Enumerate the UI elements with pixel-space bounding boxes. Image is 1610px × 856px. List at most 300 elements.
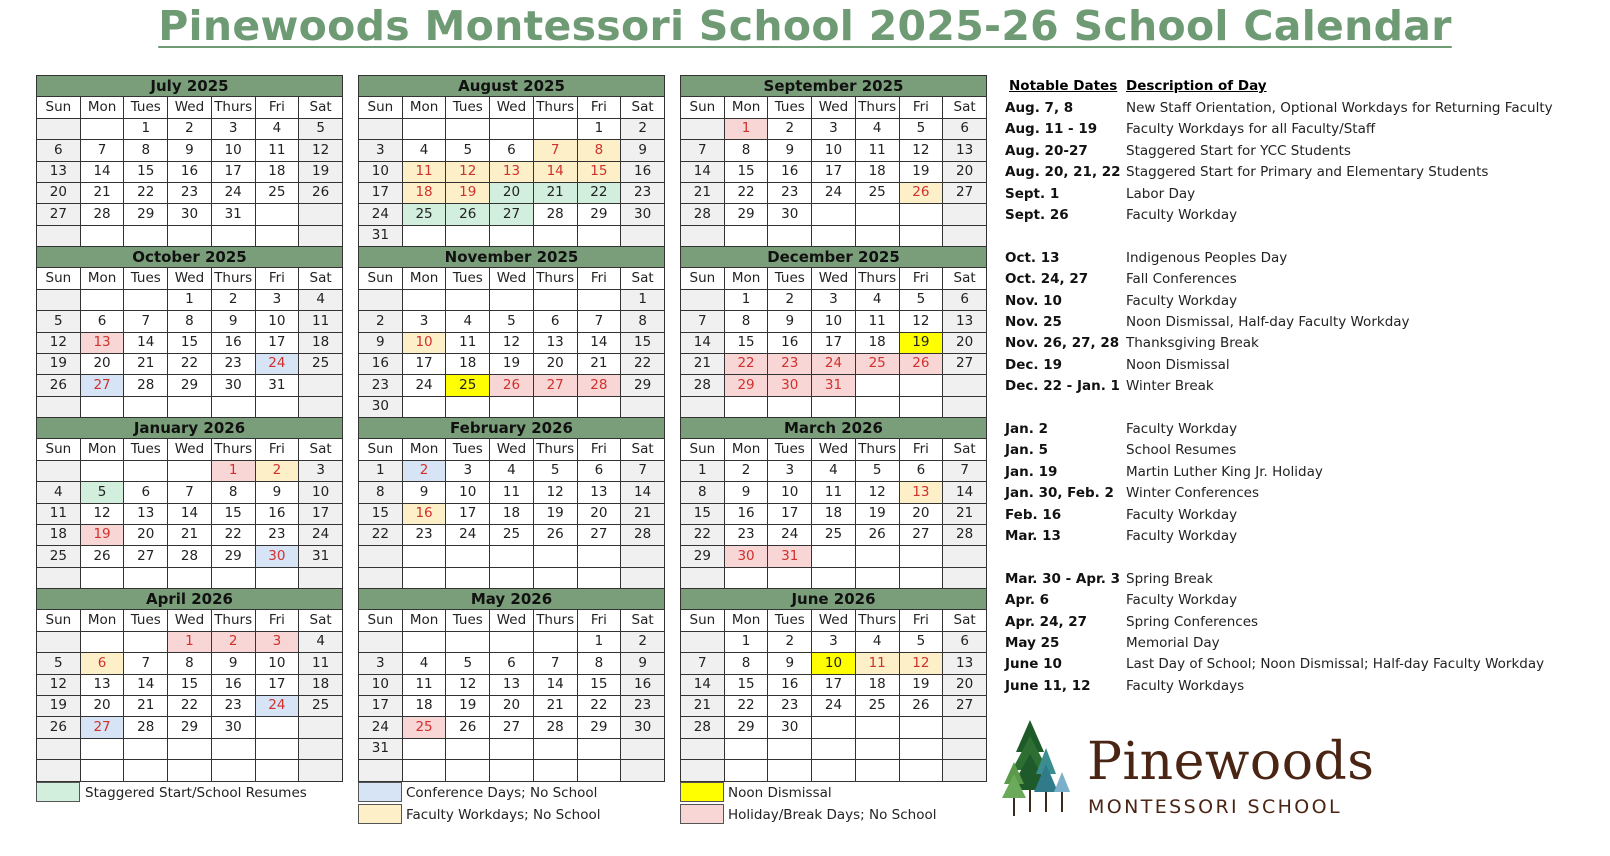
date-cell: 22 — [621, 353, 665, 374]
day-header: Sat — [299, 97, 343, 118]
month-february-2026 — [358, 417, 665, 611]
legend-swatch — [680, 804, 724, 824]
empty-cell — [943, 738, 987, 759]
date-cell: 15 — [168, 674, 212, 695]
empty-cell — [168, 460, 212, 481]
date-cell: 5 — [899, 289, 943, 310]
date-cell: 13 — [490, 674, 534, 695]
date-cell: 1 — [168, 289, 212, 310]
empty-cell — [812, 546, 856, 567]
notable-description: Indigenous Peoples Day — [1126, 249, 1288, 266]
date-cell: 16 — [768, 332, 812, 353]
date-cell: 23 — [359, 375, 403, 396]
day-header: Mon — [80, 610, 124, 631]
day-header: Sat — [299, 610, 343, 631]
day-header: Mon — [724, 439, 768, 460]
legend-label: Conference Days; No School — [406, 785, 598, 801]
empty-cell — [621, 738, 665, 759]
date-cell: 6 — [80, 653, 124, 674]
month-title: December 2025 — [681, 247, 987, 268]
date-cell: 27 — [80, 375, 124, 396]
empty-cell — [724, 567, 768, 588]
day-header: Fri — [577, 439, 621, 460]
date-cell: 12 — [37, 674, 81, 695]
empty-cell — [359, 118, 403, 139]
date-cell: 17 — [768, 503, 812, 524]
date-cell: 10 — [812, 653, 856, 674]
date-cell: 15 — [724, 332, 768, 353]
date-cell: 14 — [168, 503, 212, 524]
notable-date: Aug. 20-27 — [1005, 142, 1088, 159]
date-cell: 27 — [124, 546, 168, 567]
date-cell: 1 — [124, 118, 168, 139]
month-title: May 2026 — [359, 589, 665, 610]
notable-date: Jan. 30, Feb. 2 — [1005, 485, 1114, 502]
empty-cell — [168, 760, 212, 781]
day-header: Tues — [124, 610, 168, 631]
date-cell: 26 — [299, 182, 343, 203]
date-cell: 31 — [211, 204, 255, 225]
empty-cell — [577, 225, 621, 246]
date-cell: 30 — [768, 375, 812, 396]
empty-cell — [943, 396, 987, 417]
notable-date: Mar. 30 - Apr. 3 — [1005, 570, 1120, 587]
date-cell: 7 — [577, 311, 621, 332]
empty-cell — [621, 396, 665, 417]
date-cell: 23 — [621, 695, 665, 716]
date-cell: 12 — [299, 140, 343, 161]
date-cell: 27 — [533, 375, 577, 396]
date-cell: 18 — [402, 182, 446, 203]
date-cell: 4 — [37, 482, 81, 503]
month-title: June 2026 — [681, 589, 987, 610]
date-cell: 5 — [446, 140, 490, 161]
empty-cell — [899, 204, 943, 225]
date-cell: 27 — [943, 695, 987, 716]
date-cell: 5 — [899, 118, 943, 139]
legend-swatch — [36, 782, 80, 802]
date-cell: 4 — [855, 289, 899, 310]
date-cell: 11 — [37, 503, 81, 524]
date-cell: 21 — [124, 353, 168, 374]
date-cell: 25 — [855, 353, 899, 374]
date-cell: 15 — [168, 332, 212, 353]
empty-cell — [80, 289, 124, 310]
empty-cell — [943, 225, 987, 246]
empty-cell — [899, 567, 943, 588]
empty-cell — [37, 118, 81, 139]
day-header: Sun — [359, 439, 403, 460]
empty-cell — [37, 396, 81, 417]
day-header: Wed — [490, 268, 534, 289]
date-cell: 8 — [168, 311, 212, 332]
empty-cell — [80, 631, 124, 652]
date-cell: 31 — [255, 375, 299, 396]
date-cell: 26 — [80, 546, 124, 567]
notable-date: Jan. 2 — [1005, 421, 1048, 437]
date-cell: 11 — [402, 674, 446, 695]
empty-cell — [899, 546, 943, 567]
empty-cell — [490, 225, 534, 246]
date-cell: 10 — [402, 332, 446, 353]
date-cell: 4 — [255, 118, 299, 139]
empty-cell — [168, 738, 212, 759]
date-cell: 26 — [446, 204, 490, 225]
date-cell: 23 — [255, 524, 299, 545]
day-header: Fri — [577, 268, 621, 289]
date-cell: 22 — [724, 353, 768, 374]
date-cell: 28 — [943, 524, 987, 545]
month-march-2026 — [680, 417, 987, 611]
date-cell: 6 — [943, 631, 987, 652]
date-cell: 27 — [943, 182, 987, 203]
notable-date: Jan. 5 — [1005, 442, 1048, 459]
date-cell: 18 — [255, 161, 299, 182]
empty-cell — [124, 396, 168, 417]
date-cell: 13 — [577, 482, 621, 503]
date-cell: 16 — [621, 161, 665, 182]
date-cell: 2 — [768, 289, 812, 310]
empty-cell — [577, 760, 621, 781]
empty-cell — [812, 225, 856, 246]
date-cell: 2 — [168, 118, 212, 139]
empty-cell — [359, 289, 403, 310]
date-cell: 28 — [533, 204, 577, 225]
day-header: Tues — [124, 439, 168, 460]
date-cell: 9 — [168, 140, 212, 161]
empty-cell — [899, 225, 943, 246]
date-cell: 4 — [446, 311, 490, 332]
date-cell: 6 — [533, 311, 577, 332]
day-header: Sat — [621, 268, 665, 289]
date-cell: 19 — [37, 353, 81, 374]
day-header: Sun — [681, 610, 725, 631]
empty-cell — [724, 225, 768, 246]
empty-cell — [255, 717, 299, 738]
date-cell: 13 — [899, 482, 943, 503]
date-cell: 8 — [621, 311, 665, 332]
date-cell: 23 — [621, 182, 665, 203]
date-cell: 23 — [402, 524, 446, 545]
date-cell: 18 — [812, 503, 856, 524]
date-cell: 2 — [211, 289, 255, 310]
day-header: Sat — [943, 439, 987, 460]
date-cell: 17 — [359, 182, 403, 203]
empty-cell — [255, 567, 299, 588]
date-cell: 13 — [37, 161, 81, 182]
day-header: Fri — [255, 268, 299, 289]
date-cell: 19 — [446, 182, 490, 203]
date-cell: 20 — [577, 503, 621, 524]
day-header: Tues — [446, 97, 490, 118]
date-cell: 3 — [402, 311, 446, 332]
empty-cell — [299, 717, 343, 738]
day-header: Sat — [299, 439, 343, 460]
empty-cell — [80, 460, 124, 481]
date-cell: 27 — [577, 524, 621, 545]
date-cell: 4 — [490, 460, 534, 481]
date-cell: 18 — [855, 332, 899, 353]
date-cell: 24 — [359, 717, 403, 738]
day-header: Tues — [768, 97, 812, 118]
empty-cell — [899, 396, 943, 417]
date-cell: 1 — [211, 460, 255, 481]
empty-cell — [402, 760, 446, 781]
date-cell: 26 — [899, 182, 943, 203]
notable-date: Oct. 24, 27 — [1005, 271, 1089, 288]
empty-cell — [724, 760, 768, 781]
empty-cell — [80, 118, 124, 139]
date-cell: 26 — [899, 695, 943, 716]
empty-cell — [168, 225, 212, 246]
date-cell: 18 — [299, 332, 343, 353]
date-cell: 10 — [359, 161, 403, 182]
empty-cell — [402, 118, 446, 139]
date-cell: 4 — [402, 140, 446, 161]
date-cell: 13 — [124, 503, 168, 524]
day-header: Thurs — [211, 439, 255, 460]
date-cell: 16 — [768, 674, 812, 695]
empty-cell — [855, 738, 899, 759]
day-header: Fri — [255, 439, 299, 460]
date-cell: 6 — [124, 482, 168, 503]
date-cell: 9 — [768, 311, 812, 332]
date-cell: 29 — [124, 204, 168, 225]
empty-cell — [37, 738, 81, 759]
notable-description: Noon Dismissal — [1126, 356, 1230, 373]
date-cell: 21 — [80, 182, 124, 203]
empty-cell — [37, 289, 81, 310]
date-cell: 30 — [768, 204, 812, 225]
date-cell: 21 — [533, 695, 577, 716]
date-cell: 22 — [359, 524, 403, 545]
date-cell: 25 — [490, 524, 534, 545]
notable-description: Thanksgiving Break — [1126, 335, 1259, 352]
date-cell: 24 — [359, 204, 403, 225]
date-cell: 23 — [168, 182, 212, 203]
date-cell: 21 — [168, 524, 212, 545]
date-cell: 11 — [299, 653, 343, 674]
date-cell: 12 — [490, 332, 534, 353]
date-cell: 14 — [533, 674, 577, 695]
date-cell: 6 — [577, 460, 621, 481]
empty-cell — [943, 717, 987, 738]
empty-cell — [855, 717, 899, 738]
day-header: Mon — [402, 610, 446, 631]
date-cell: 8 — [724, 140, 768, 161]
notable-description: Last Day of School; Noon Dismissal; Half-day Faculty Workday — [1126, 656, 1545, 673]
date-cell: 28 — [681, 204, 725, 225]
empty-cell — [37, 631, 81, 652]
date-cell: 12 — [446, 161, 490, 182]
empty-cell — [446, 738, 490, 759]
date-cell: 16 — [211, 674, 255, 695]
empty-cell — [490, 289, 534, 310]
date-cell: 22 — [168, 695, 212, 716]
day-header: Thurs — [211, 97, 255, 118]
notable-date: Oct. 13 — [1005, 249, 1060, 266]
date-cell: 9 — [768, 140, 812, 161]
date-cell: 22 — [724, 695, 768, 716]
empty-cell — [533, 118, 577, 139]
date-cell: 3 — [812, 118, 856, 139]
date-cell: 3 — [211, 118, 255, 139]
date-cell: 20 — [490, 182, 534, 203]
date-cell: 18 — [37, 524, 81, 545]
date-cell: 1 — [724, 631, 768, 652]
empty-cell — [446, 760, 490, 781]
empty-cell — [533, 289, 577, 310]
date-cell: 12 — [899, 311, 943, 332]
date-cell: 10 — [211, 140, 255, 161]
date-cell: 18 — [855, 161, 899, 182]
empty-cell — [255, 760, 299, 781]
date-cell: 21 — [681, 353, 725, 374]
empty-cell — [402, 631, 446, 652]
date-cell: 15 — [124, 161, 168, 182]
date-cell: 8 — [577, 140, 621, 161]
date-cell: 9 — [402, 482, 446, 503]
empty-cell — [533, 225, 577, 246]
empty-cell — [533, 567, 577, 588]
date-cell: 20 — [943, 332, 987, 353]
empty-cell — [124, 289, 168, 310]
date-cell: 5 — [490, 311, 534, 332]
date-cell: 26 — [446, 717, 490, 738]
date-cell: 20 — [80, 353, 124, 374]
month-title: January 2026 — [37, 418, 343, 439]
month-october-2025 — [36, 246, 343, 440]
day-header: Sun — [359, 268, 403, 289]
empty-cell — [402, 567, 446, 588]
date-cell: 16 — [621, 674, 665, 695]
notable-date: Mar. 13 — [1005, 528, 1061, 544]
empty-cell — [359, 546, 403, 567]
day-header: Thurs — [211, 268, 255, 289]
date-cell: 12 — [855, 482, 899, 503]
month-july-2025 — [36, 75, 343, 269]
empty-cell — [533, 546, 577, 567]
empty-cell — [446, 396, 490, 417]
date-cell: 11 — [855, 140, 899, 161]
date-cell: 24 — [812, 695, 856, 716]
date-cell: 15 — [577, 161, 621, 182]
pine-trees-icon — [1000, 712, 1080, 822]
day-header: Thurs — [533, 97, 577, 118]
date-cell: 7 — [124, 653, 168, 674]
empty-cell — [359, 760, 403, 781]
date-cell: 22 — [577, 182, 621, 203]
notable-description: Faculty Workday — [1126, 592, 1238, 609]
day-header: Fri — [899, 610, 943, 631]
date-cell: 29 — [577, 717, 621, 738]
empty-cell — [681, 396, 725, 417]
empty-cell — [80, 760, 124, 781]
date-cell: 18 — [402, 695, 446, 716]
date-cell: 14 — [124, 332, 168, 353]
day-header: Tues — [768, 610, 812, 631]
empty-cell — [80, 738, 124, 759]
date-cell: 20 — [943, 161, 987, 182]
notable-date: Aug. 11 - 19 — [1005, 121, 1098, 138]
date-cell: 20 — [533, 353, 577, 374]
month-title: February 2026 — [359, 418, 665, 439]
empty-cell — [812, 396, 856, 417]
date-cell: 19 — [899, 161, 943, 182]
notable-date: Dec. 19 — [1005, 356, 1062, 373]
empty-cell — [490, 567, 534, 588]
empty-cell — [855, 546, 899, 567]
empty-cell — [899, 760, 943, 781]
empty-cell — [80, 396, 124, 417]
date-cell: 15 — [211, 503, 255, 524]
day-header: Thurs — [855, 268, 899, 289]
notable-description: Winter Break — [1126, 378, 1214, 395]
empty-cell — [855, 760, 899, 781]
date-cell: 23 — [211, 353, 255, 374]
date-cell: 2 — [402, 460, 446, 481]
notable-date: June 11, 12 — [1005, 677, 1091, 694]
date-cell: 15 — [681, 503, 725, 524]
date-cell: 21 — [943, 503, 987, 524]
legend-swatch — [358, 782, 402, 802]
date-cell: 15 — [724, 674, 768, 695]
date-cell: 25 — [299, 353, 343, 374]
date-cell: 24 — [402, 375, 446, 396]
date-cell: 5 — [80, 482, 124, 503]
date-cell: 17 — [255, 674, 299, 695]
empty-cell — [80, 567, 124, 588]
date-cell: 8 — [211, 482, 255, 503]
day-header: Wed — [168, 268, 212, 289]
notable-date: Aug. 7, 8 — [1005, 100, 1074, 116]
empty-cell — [490, 738, 534, 759]
empty-cell — [533, 738, 577, 759]
empty-cell — [299, 396, 343, 417]
empty-cell — [533, 396, 577, 417]
date-cell: 27 — [37, 204, 81, 225]
date-cell: 16 — [402, 503, 446, 524]
date-cell: 29 — [211, 546, 255, 567]
date-cell: 24 — [211, 182, 255, 203]
empty-cell — [490, 546, 534, 567]
description-header: Description of Day — [1126, 78, 1267, 94]
day-header: Mon — [402, 97, 446, 118]
date-cell: 29 — [724, 717, 768, 738]
empty-cell — [402, 289, 446, 310]
date-cell: 3 — [255, 289, 299, 310]
date-cell: 15 — [359, 503, 403, 524]
empty-cell — [855, 375, 899, 396]
day-header: Wed — [168, 610, 212, 631]
empty-cell — [768, 567, 812, 588]
date-cell: 3 — [359, 140, 403, 161]
notable-date: Dec. 22 - Jan. 1 — [1005, 378, 1120, 395]
date-cell: 10 — [255, 653, 299, 674]
date-cell: 28 — [681, 375, 725, 396]
date-cell: 6 — [490, 653, 534, 674]
date-cell: 5 — [855, 460, 899, 481]
empty-cell — [768, 760, 812, 781]
date-cell: 27 — [899, 524, 943, 545]
date-cell: 13 — [943, 311, 987, 332]
date-cell: 30 — [621, 204, 665, 225]
month-may-2026 — [358, 588, 665, 782]
day-header: Fri — [899, 439, 943, 460]
date-cell: 24 — [299, 524, 343, 545]
day-header: Wed — [168, 439, 212, 460]
date-cell: 26 — [37, 717, 81, 738]
